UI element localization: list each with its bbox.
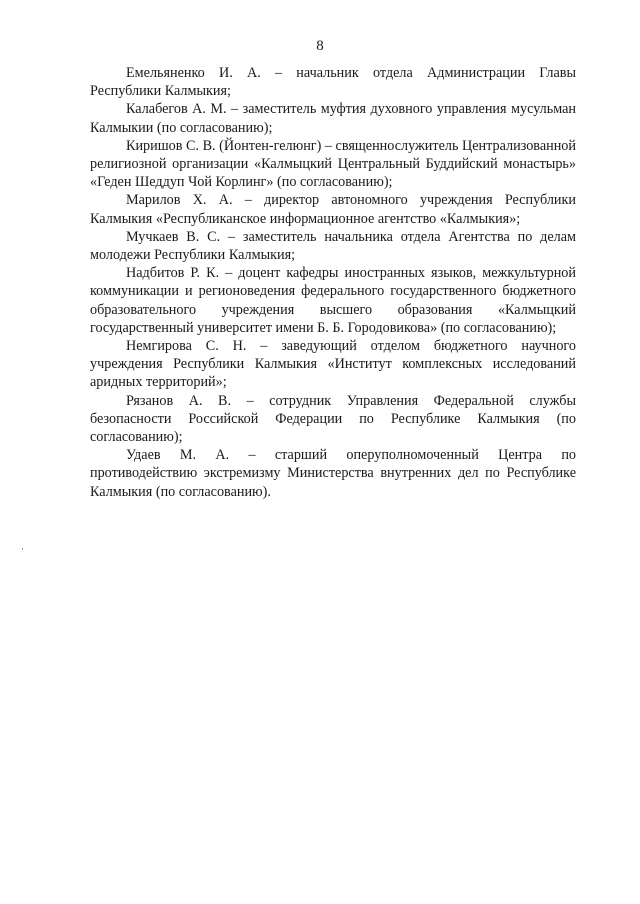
list-item: Емельяненко И. А. – начальник отдела Администрации Главы Республики Калмыкия; [90,65,576,100]
list-item: Марилов Х. А. – директор автономного учреждения Республики Калмыкия «Республиканское информационное агентство «Калмыкия»; [90,192,576,227]
scan-mark [22,548,23,550]
list-item: Немгирова С. Н. – заведующий отделом бюджетного научного учреждения Республики Калмыкия «Институт комплексных исследований аридных территорий»; [90,338,576,391]
page-number: 8 [316,38,324,54]
list-item: Удаев М. А. – старший оперуполномоченный Центра по противодействию экстремизму Министерства внутренних дел по Республике Калмыкия (по согласованию). [90,447,576,500]
member-list [90,64,576,501]
list-item: Киришов С. В. (Йонтен-гелюнг) – священнослужитель Централизованной религиозной организации «Калмыцкий Центральный Буддийский монастырь» «Геден Шеддуп Чой Корлинг» (по согласованию); [90,137,576,191]
list-item: Мучкаев В. С. – заместитель начальника отдела Агентства по делам молодежи Республики Калмыкия; [90,228,576,264]
list-item: Надбитов Р. К. – доцент кафедры иностранных языков, межкультурной коммуникации и регионоведения федерального государственного бюджетного образовательного учреждения высшего образования «Калмыцкий государственный университет имени Б. Б. Городовикова» (по согласованию); [90,265,576,336]
list-item: Рязанов А. В. – сотрудник Управления Федеральной службы безопасности Российской Федерации по Республике Калмыкия (по согласованию); [90,392,576,446]
list-item: Калабегов А. М. – заместитель муфтия духовного управления мусульман Калмыкии (по согласованию); [90,101,576,136]
